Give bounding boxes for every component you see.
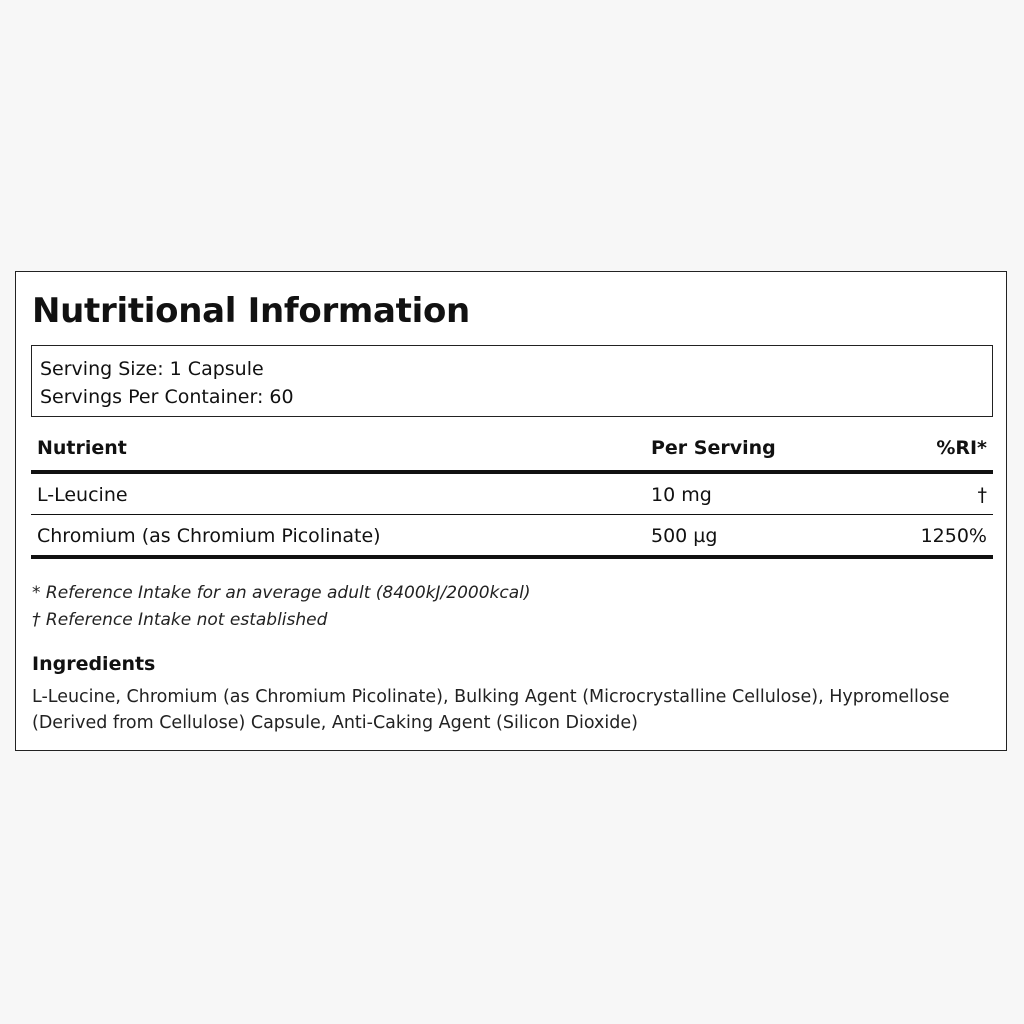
header-per-serving: Per Serving: [651, 437, 776, 459]
header-nutrient: Nutrient: [37, 437, 127, 459]
footnotes: [32, 580, 531, 634]
table-row: [31, 515, 993, 555]
nutrient-table: [31, 432, 993, 559]
nutrient-amount: 500 µg: [651, 525, 718, 547]
ingredients-text: [32, 684, 992, 736]
ingredients-line: L-Leucine, Chromium (as Chromium Picolinate), Bulking Agent (Microcrystalline Cellulose), Hypromellose: [32, 687, 950, 707]
panel-title: Nutritional Information: [32, 291, 470, 331]
header-ri: %RI*: [936, 437, 987, 459]
servings-per-container: Servings Per Container: 60: [40, 386, 294, 408]
serving-size: Serving Size: 1 Capsule: [40, 358, 264, 380]
table-bottom-divider: [31, 555, 993, 559]
nutrient-amount: 10 mg: [651, 484, 712, 506]
nutrient-ri: †: [977, 484, 987, 506]
table-header-row: [31, 432, 993, 470]
footnote-reference-intake: * Reference Intake for an average adult (8400kJ/2000kcal): [32, 583, 531, 603]
footnote-not-established: † Reference Intake not established: [32, 610, 328, 630]
nutrition-panel: [15, 271, 1007, 751]
nutrient-name: L-Leucine: [37, 484, 128, 506]
ingredients-heading: Ingredients: [32, 653, 156, 675]
nutrient-ri: 1250%: [920, 525, 987, 547]
ingredients-line: (Derived from Cellulose) Capsule, Anti-Caking Agent (Silicon Dioxide): [32, 713, 638, 733]
nutrient-name: Chromium (as Chromium Picolinate): [37, 525, 381, 547]
table-row: [31, 474, 993, 514]
serving-info-box: [31, 345, 993, 417]
